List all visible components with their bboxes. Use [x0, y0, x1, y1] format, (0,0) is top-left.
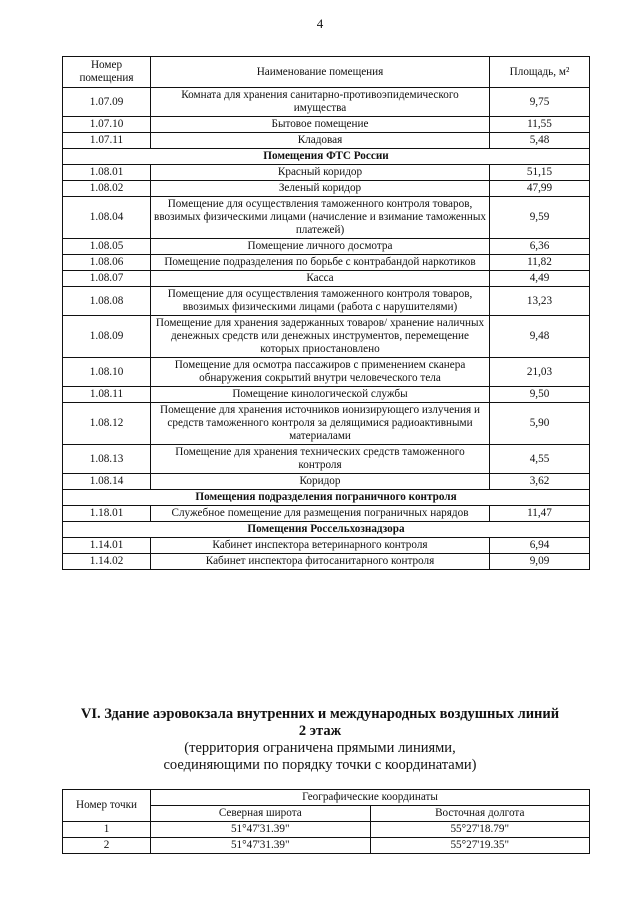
table-row — [63, 287, 590, 316]
room-name: Комната для хранения санитарно-противоэпидемического имущества — [151, 88, 490, 117]
room-name: Кладовая — [151, 133, 490, 149]
header-longitude: Восточная долгота — [370, 806, 590, 822]
room-area: 6,36 — [490, 239, 590, 255]
floor-label: 2 этаж — [298, 723, 342, 739]
territory-note-line2: соединяющими по порядку точки с координатами) — [163, 757, 477, 773]
room-area: 51,15 — [490, 165, 590, 181]
table-row — [63, 181, 590, 197]
room-area: 11,82 — [490, 255, 590, 271]
coordinates-table — [62, 789, 590, 854]
table-row — [63, 197, 590, 239]
section-row — [63, 149, 590, 165]
table-row — [63, 838, 590, 854]
room-name: Помещение для хранения источников ионизирующего излучения и средств таможенного контроля за делящимися радиоактивными материалами — [151, 403, 490, 445]
room-number: 1.07.11 — [63, 133, 151, 149]
room-name: Зеленый коридор — [151, 181, 490, 197]
table-row — [63, 822, 590, 838]
room-name: Кабинет инспектора ветеринарного контроля — [151, 538, 490, 554]
header-room-area: Площадь, м² — [490, 57, 590, 88]
latitude-value: 51°47'31.39" — [151, 838, 371, 854]
room-name: Помещение личного досмотра — [151, 239, 490, 255]
table-row — [63, 358, 590, 387]
room-area: 9,75 — [490, 88, 590, 117]
room-area: 9,09 — [490, 554, 590, 570]
table-row — [63, 445, 590, 474]
room-area: 13,23 — [490, 287, 590, 316]
table-row — [63, 117, 590, 133]
table-row — [63, 387, 590, 403]
room-area: 5,48 — [490, 133, 590, 149]
room-name: Бытовое помещение — [151, 117, 490, 133]
room-number: 1.08.11 — [63, 387, 151, 403]
room-number: 1.08.10 — [63, 358, 151, 387]
header-geo-coordinates: Географические координаты — [151, 790, 590, 806]
room-area: 11,55 — [490, 117, 590, 133]
room-area: 4,49 — [490, 271, 590, 287]
room-number: 1.18.01 — [63, 506, 151, 522]
table-row — [63, 403, 590, 445]
room-number: 1.08.12 — [63, 403, 151, 445]
room-name: Красный коридор — [151, 165, 490, 181]
room-number: 1.08.06 — [63, 255, 151, 271]
room-name: Помещение подразделения по борьбе с контрабандой наркотиков — [151, 255, 490, 271]
territory-note-line1: (территория ограничена прямыми линиями, — [184, 740, 456, 756]
section-title: Помещения ФТС России — [63, 149, 590, 165]
room-number: 1.08.14 — [63, 474, 151, 490]
room-area: 4,55 — [490, 445, 590, 474]
section-title: VI. Здание аэровокзала внутренних и международных воздушных линий — [80, 706, 560, 722]
room-number: 1.14.02 — [63, 554, 151, 570]
section-row — [63, 490, 590, 506]
room-area: 21,03 — [490, 358, 590, 387]
section-title: Помещения подразделения пограничного контроля — [63, 490, 590, 506]
room-name: Помещение для осуществления таможенного контроля товаров, ввозимых физическими лицами (начисление и взимание таможенных платежей) — [151, 197, 490, 239]
rooms-table-body — [63, 88, 590, 570]
room-number: 1.14.01 — [63, 538, 151, 554]
table-row — [63, 133, 590, 149]
room-number: 1.08.07 — [63, 271, 151, 287]
table-row — [63, 554, 590, 570]
rooms-table — [62, 56, 590, 570]
point-number: 2 — [63, 838, 151, 854]
room-area: 11,47 — [490, 506, 590, 522]
table-row — [63, 474, 590, 490]
longitude-value: 55°27'18.79" — [370, 822, 590, 838]
room-area: 6,94 — [490, 538, 590, 554]
room-name: Помещение кинологической службы — [151, 387, 490, 403]
section-row — [63, 522, 590, 538]
header-point-number: Номер точки — [63, 790, 151, 822]
room-name: Помещение для хранения технических средств таможенного контроля — [151, 445, 490, 474]
table-row — [63, 506, 590, 522]
header-room-name: Наименование помещения — [151, 57, 490, 88]
room-name: Кабинет инспектора фитосанитарного контроля — [151, 554, 490, 570]
room-name: Касса — [151, 271, 490, 287]
latitude-value: 51°47'31.39" — [151, 822, 371, 838]
header-latitude: Северная широта — [151, 806, 371, 822]
room-number: 1.08.02 — [63, 181, 151, 197]
table-row — [63, 538, 590, 554]
table-row — [63, 255, 590, 271]
room-number: 1.07.09 — [63, 88, 151, 117]
room-number: 1.08.08 — [63, 287, 151, 316]
rooms-table-header — [63, 57, 590, 88]
room-name: Служебное помещение для размещения пограничных нарядов — [151, 506, 490, 522]
room-area: 5,90 — [490, 403, 590, 445]
point-number: 1 — [63, 822, 151, 838]
room-area: 47,99 — [490, 181, 590, 197]
room-area: 9,48 — [490, 316, 590, 358]
coordinates-table-body — [63, 822, 590, 854]
room-name: Помещение для осмотра пассажиров с применением сканера обнаружения сокрытий внутри человеческого тела — [151, 358, 490, 387]
room-number: 1.08.01 — [63, 165, 151, 181]
table-row — [63, 165, 590, 181]
table-row — [63, 316, 590, 358]
room-area: 9,59 — [490, 197, 590, 239]
table-row — [63, 239, 590, 255]
header-room-number: Номер помещения — [63, 57, 151, 88]
room-number: 1.08.09 — [63, 316, 151, 358]
room-name: Помещение для хранения задержанных товаров/ хранение наличных денежных средств или денежных инструментов, перемещение которых приостановлено — [151, 316, 490, 358]
section-heading — [0, 706, 640, 774]
longitude-value: 55°27'19.35" — [370, 838, 590, 854]
room-number: 1.08.04 — [63, 197, 151, 239]
room-name: Помещение для осуществления таможенного контроля товаров, ввозимых физическими лицами (работа с нарушителями) — [151, 287, 490, 316]
room-number: 1.08.05 — [63, 239, 151, 255]
room-area: 9,50 — [490, 387, 590, 403]
page-number: 4 — [316, 16, 324, 31]
room-number: 1.07.10 — [63, 117, 151, 133]
table-row — [63, 271, 590, 287]
section-title: Помещения Россельхознадзора — [63, 522, 590, 538]
room-area: 3,62 — [490, 474, 590, 490]
room-number: 1.08.13 — [63, 445, 151, 474]
table-row — [63, 88, 590, 117]
room-name: Коридор — [151, 474, 490, 490]
